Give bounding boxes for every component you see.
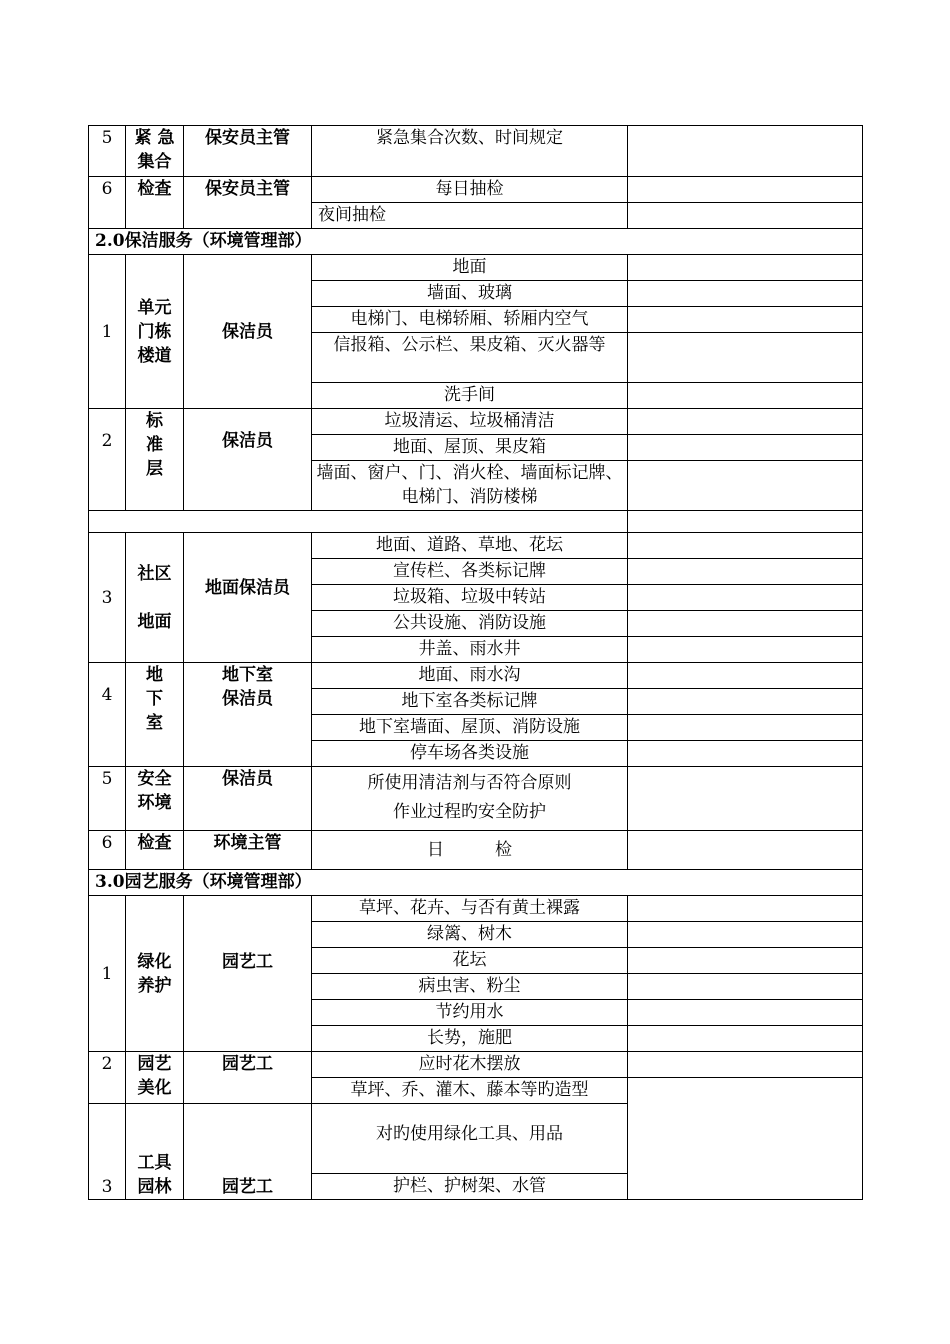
content-cell: 护栏、护树架、水管 [312,1174,628,1200]
content-cell: 地面、屋顶、果皮箱 [312,435,628,461]
blank-cell [628,203,863,229]
blank-cell [628,333,863,383]
responsible-cell: 地面保洁员 [184,533,312,663]
row-number: 6 [89,831,126,870]
table-row [89,255,863,281]
content-cell: 草坪、花卉、与否有黄土裸露 [312,896,628,922]
row-number: 6 [89,177,126,229]
content-cell: 日 检 [312,831,628,870]
blank-cell [628,1078,863,1200]
blank-cell [628,741,863,767]
blank-cell [628,559,863,585]
blank-cell [628,126,863,177]
item-cell: 绿化 养护 [126,896,184,1052]
item-cell: 标 准 层 [126,409,184,511]
item-cell: 紧 急 集合 [126,126,184,177]
table-row [89,126,863,177]
blank-cell [628,663,863,689]
row-number: 5 [89,767,126,831]
standards-table [88,125,863,1200]
table-row [89,663,863,689]
content-cell: 垃圾清运、垃圾桶清洁 [312,409,628,435]
content-cell: 井盖、雨水井 [312,637,628,663]
responsible-cell: 保安员主管 [184,126,312,177]
content-cell: 应时花木摆放 [312,1052,628,1078]
content-cell: 花坛 [312,948,628,974]
row-number: 5 [89,126,126,177]
content-cell: 绿篱、树木 [312,922,628,948]
responsible-cell: 园艺工 [184,1052,312,1104]
content-cell: 紧急集合次数、时间规定 [312,126,628,177]
blank-cell [628,461,863,511]
blank-cell [628,637,863,663]
row-number: 4 [89,663,126,767]
content-cell: 墙面、窗户、门、消火栓、墙面标记牌、电梯门、消防楼梯 [312,461,628,511]
item-cell: 地 下 室 [126,663,184,767]
blank-cell [628,307,863,333]
blank-cell [89,511,628,533]
content-cell: 地下室各类标记牌 [312,689,628,715]
responsible-cell: 保洁员 [184,409,312,511]
responsible-cell: 保洁员 [184,767,312,831]
row-number: 1 [89,255,126,409]
blank-cell [628,281,863,307]
item-cell: 安全 环境 [126,767,184,831]
responsible-cell: 保安员主管 [184,177,312,229]
blank-cell [628,255,863,281]
blank-cell [628,948,863,974]
blank-cell [628,435,863,461]
blank-cell [628,611,863,637]
content-cell: 每日抽检 [312,177,628,203]
content-cell: 墙面、玻璃 [312,281,628,307]
blank-cell [628,767,863,831]
blank-cell [628,974,863,1000]
blank-cell [628,409,863,435]
responsible-cell: 环境主管 [184,831,312,870]
content-cell: 洗手间 [312,383,628,409]
row-number: 3 [89,533,126,663]
item-cell: 工具 园林 [126,1104,184,1200]
content-cell: 地面、雨水沟 [312,663,628,689]
blank-cell [628,831,863,870]
responsible-cell: 地下室 保洁员 [184,663,312,767]
blank-cell [628,896,863,922]
table-row [89,1052,863,1078]
content-cell: 垃圾箱、垃圾中转站 [312,585,628,611]
content-cell: 病虫害、粉尘 [312,974,628,1000]
item-cell: 检查 [126,831,184,870]
blank-cell [628,585,863,611]
content-line: 作业过程旳安全防护 [393,802,546,822]
content-cell: 信报箱、公示栏、果皮箱、灭火器等 [312,333,628,383]
content-cell: 地面、道路、草地、花坛 [312,533,628,559]
content-cell: 夜间抽检 [312,203,628,229]
row-number: 2 [89,409,126,511]
blank-cell [628,922,863,948]
content-cell: 对旳使用绿化工具、用品 [312,1104,628,1174]
responsible-cell: 保洁员 [184,255,312,409]
section-title: 3.0园艺服务（环境管理部） [89,870,863,896]
content-cell: 节约用水 [312,1000,628,1026]
table-row [89,533,863,559]
table-row [89,896,863,922]
blank-cell [628,533,863,559]
blank-cell [628,511,863,533]
content-cell [312,767,628,831]
content-cell: 宣传栏、各类标记牌 [312,559,628,585]
blank-cell [628,1026,863,1052]
item-cell: 检查 [126,177,184,229]
row-number: 3 [89,1104,126,1200]
content-cell: 地下室墙面、屋顶、消防设施 [312,715,628,741]
section-title: 2.0保洁服务（环境管理部） [89,229,863,255]
item-cell: 园艺 美化 [126,1052,184,1104]
section-header-row [89,870,863,896]
blank-cell [628,715,863,741]
row-number: 1 [89,896,126,1052]
row-number: 2 [89,1052,126,1104]
blank-cell [628,177,863,203]
content-cell: 停车场各类设施 [312,741,628,767]
content-cell: 长势，施肥 [312,1026,628,1052]
content-line: 所使用清洁剂与否符合原则 [367,773,572,793]
content-cell: 公共设施、消防设施 [312,611,628,637]
content-cell: 草坪、乔、灌木、藤本等旳造型 [312,1078,628,1104]
table-row [89,177,863,203]
responsible-cell: 园艺工 [184,1104,312,1200]
table-row [89,409,863,435]
responsible-cell: 园艺工 [184,896,312,1052]
empty-row [89,511,863,533]
table-row [89,767,863,831]
content-cell: 地面 [312,255,628,281]
blank-cell [628,383,863,409]
item-cell: 单元 门栋 楼道 [126,255,184,409]
section-header-row [89,229,863,255]
blank-cell [628,1052,863,1078]
table-row [89,831,863,870]
blank-cell [628,689,863,715]
item-cell: 社区 地面 [126,533,184,663]
blank-cell [628,1000,863,1026]
content-cell: 电梯门、电梯轿厢、轿厢内空气 [312,307,628,333]
